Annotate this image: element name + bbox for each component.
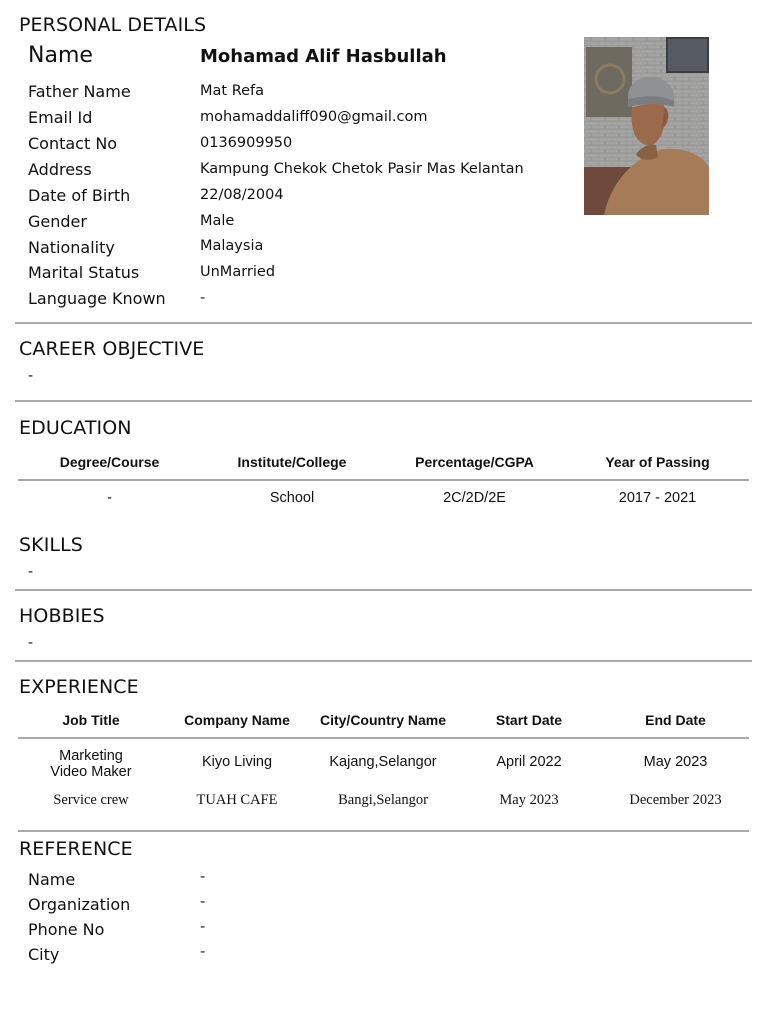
address-label: Address: [28, 160, 92, 179]
skills-value: -: [28, 564, 34, 580]
reference-organization-value: -: [200, 894, 206, 910]
education-year-cell: 2017 - 2021: [618, 489, 697, 506]
experience-header-row: [18, 703, 749, 738]
personal-details-heading: PERSONAL DETAILS: [19, 14, 207, 36]
divider: [15, 589, 752, 591]
father-name-label: Father Name: [28, 82, 131, 101]
experience-heading: EXPERIENCE: [19, 676, 139, 698]
contact-label: Contact No: [28, 134, 118, 153]
dob-label: Date of Birth: [28, 186, 131, 205]
experience-col-city: City/Country Name: [310, 703, 456, 738]
gender-value: Male: [200, 213, 235, 229]
education-col-year: Year of Passing: [566, 445, 749, 480]
reference-organization-label: Organization: [28, 895, 131, 914]
name-value: Mohamad Alif Hasbullah: [200, 46, 447, 67]
divider: [18, 830, 749, 832]
skills-heading: SKILLS: [19, 534, 83, 556]
gender-label: Gender: [28, 212, 87, 231]
profile-photo: [584, 37, 709, 215]
email-value: mohamaddaliff090@gmail.com: [200, 109, 428, 125]
reference-name-value: -: [200, 869, 206, 885]
dob-value: 22/08/2004: [200, 187, 284, 203]
education-table: [18, 445, 749, 514]
divider: [15, 322, 752, 324]
address-value: Kampung Chekok Chetok Pasir Mas Kelantan: [200, 161, 524, 177]
profile-photo-illustration: [584, 37, 709, 215]
father-name-value: Mat Refa: [200, 83, 265, 99]
reference-heading: REFERENCE: [19, 838, 133, 860]
reference-name-label: Name: [28, 870, 76, 889]
divider: [15, 660, 752, 662]
education-col-degree: Degree/Course: [18, 445, 201, 480]
reference-phone-label: Phone No: [28, 920, 105, 939]
experience-end-cell: December 2023: [629, 791, 722, 808]
experience-company-cell: Kiyo Living: [201, 753, 273, 770]
experience-col-start: Start Date: [456, 703, 602, 738]
language-value: -: [200, 290, 206, 306]
reference-city-label: City: [28, 945, 60, 964]
marital-status-label: Marital Status: [28, 263, 140, 282]
experience-city-cell: Kajang,Selangor: [329, 753, 437, 770]
experience-end-cell: May 2023: [643, 753, 708, 770]
hobbies-heading: HOBBIES: [19, 605, 105, 627]
marital-status-value: UnMarried: [200, 264, 276, 280]
career-objective-value: -: [28, 368, 34, 384]
table-row: [18, 738, 749, 784]
experience-table: [18, 703, 749, 816]
education-header-row: [18, 445, 749, 480]
experience-col-end: End Date: [602, 703, 749, 738]
divider: [15, 400, 752, 402]
education-institute-cell: School: [269, 489, 315, 506]
nationality-value: Malaysia: [200, 238, 264, 254]
nationality-label: Nationality: [28, 238, 115, 257]
reference-phone-value: -: [200, 919, 206, 935]
table-row: [18, 480, 749, 514]
language-label: Language Known: [28, 289, 166, 308]
contact-value: 0136909950: [200, 135, 293, 151]
table-row: [18, 784, 749, 816]
education-degree-cell: -: [107, 489, 112, 506]
career-objective-heading: CAREER OBJECTIVE: [19, 338, 205, 360]
reference-city-value: -: [200, 944, 206, 960]
experience-start-cell: May 2023: [499, 791, 559, 808]
experience-job-title-cell: Service crew: [53, 791, 129, 808]
education-percentage-cell: 2C/2D/2E: [443, 489, 506, 506]
experience-job-title-cell: Marketing Video Maker: [50, 747, 132, 780]
experience-city-cell: Bangi,Selangor: [338, 791, 428, 808]
education-heading: EDUCATION: [19, 417, 132, 439]
experience-col-company: Company Name: [164, 703, 310, 738]
experience-col-job-title: Job Title: [18, 703, 164, 738]
name-label: Name: [28, 43, 93, 68]
education-col-institute: Institute/College: [201, 445, 383, 480]
email-label: Email Id: [28, 108, 93, 127]
hobbies-value: -: [28, 635, 34, 651]
education-col-percentage: Percentage/CGPA: [383, 445, 566, 480]
experience-start-cell: April 2022: [496, 753, 562, 770]
experience-company-cell: TUAH CAFE: [196, 791, 278, 808]
